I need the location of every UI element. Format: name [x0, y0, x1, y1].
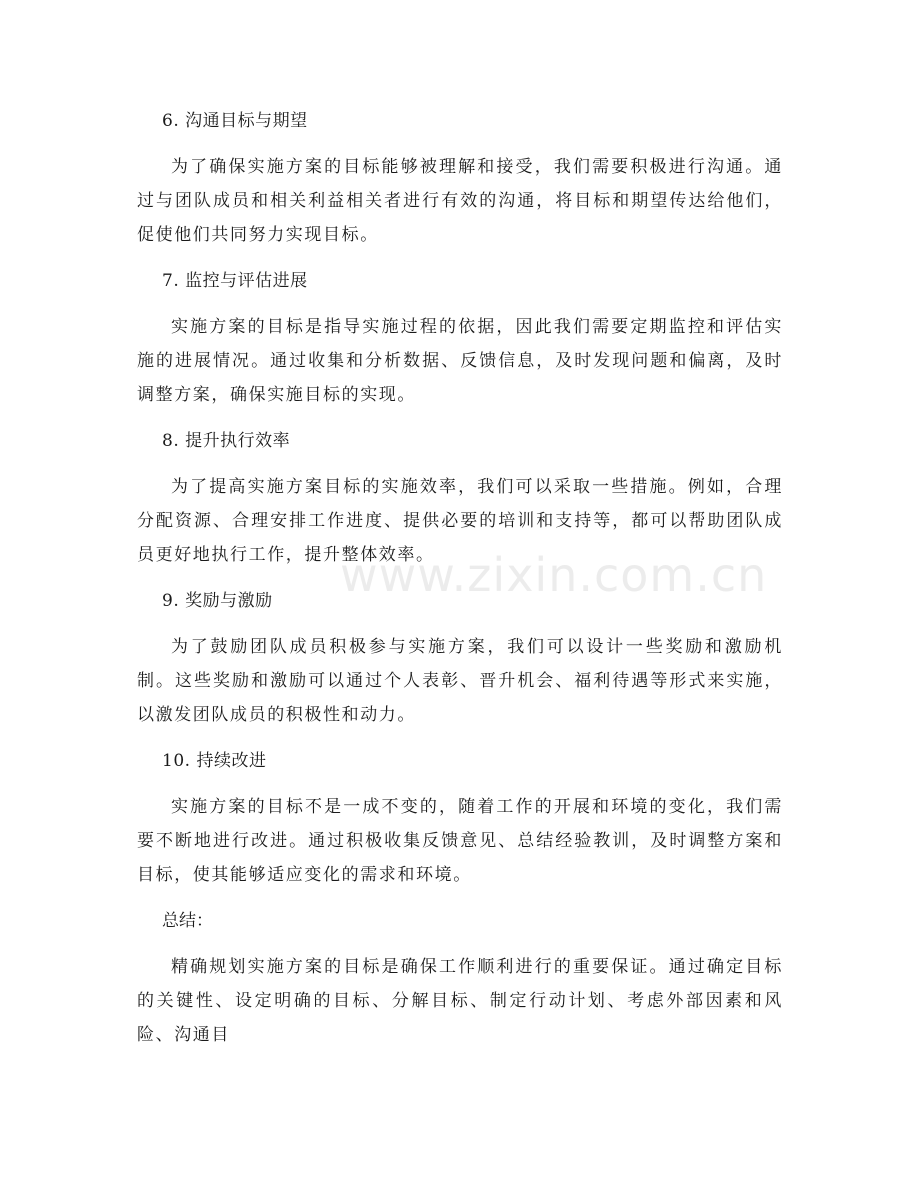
- section-heading-10: 10. 持续改进: [162, 751, 267, 771]
- section-body-10: 实施方案的目标不是一成不变的，随着工作的开展和环境的变化，我们需要不断地进行改进。通过积极收集反馈意见、总结经验教训，及时调整方案和目标，使其能够适应变化的需求和环境。: [137, 797, 783, 885]
- section-body-8: 为了提高实施方案目标的实施效率，我们可以采取一些措施。例如，合理分配资源、合理安排工作进度、提供必要的培训和支持等，都可以帮助团队成员更好地执行工作，提升整体效率。: [137, 477, 783, 565]
- section-heading-7: 7. 监控与评估进展: [162, 271, 308, 291]
- section-heading-6: 6. 沟通目标与期望: [162, 111, 308, 131]
- section-heading-9: 9. 奖励与激励: [162, 591, 273, 611]
- summary-body: 精确规划实施方案的目标是确保工作顺利进行的重要保证。通过确定目标的关键性、设定明确的目标、分解目标、制定行动计划、考虑外部因素和风险、沟通目: [137, 957, 783, 1045]
- document-content: [137, 104, 783, 1064]
- watermark: www.zixin.com.cn: [340, 548, 768, 602]
- summary-label: 总结：: [162, 911, 213, 931]
- section-body-6: 为了确保实施方案的目标能够被理解和接受，我们需要积极进行沟通。通过与团队成员和相关利益相关者进行有效的沟通，将目标和期望传达给他们，促使他们共同努力实现目标。: [137, 157, 783, 245]
- section-body-7: 实施方案的目标是指导实施过程的依据，因此我们需要定期监控和评估实施的进展情况。通过收集和分析数据、反馈信息，及时发现问题和偏离，及时调整方案，确保实施目标的实现。: [137, 317, 783, 405]
- section-heading-8: 8. 提升执行效率: [162, 431, 291, 451]
- section-body-9: 为了鼓励团队成员积极参与实施方案，我们可以设计一些奖励和激励机制。这些奖励和激励可以通过个人表彰、晋升机会、福利待遇等形式来实施，以激发团队成员的积极性和动力。: [137, 637, 783, 725]
